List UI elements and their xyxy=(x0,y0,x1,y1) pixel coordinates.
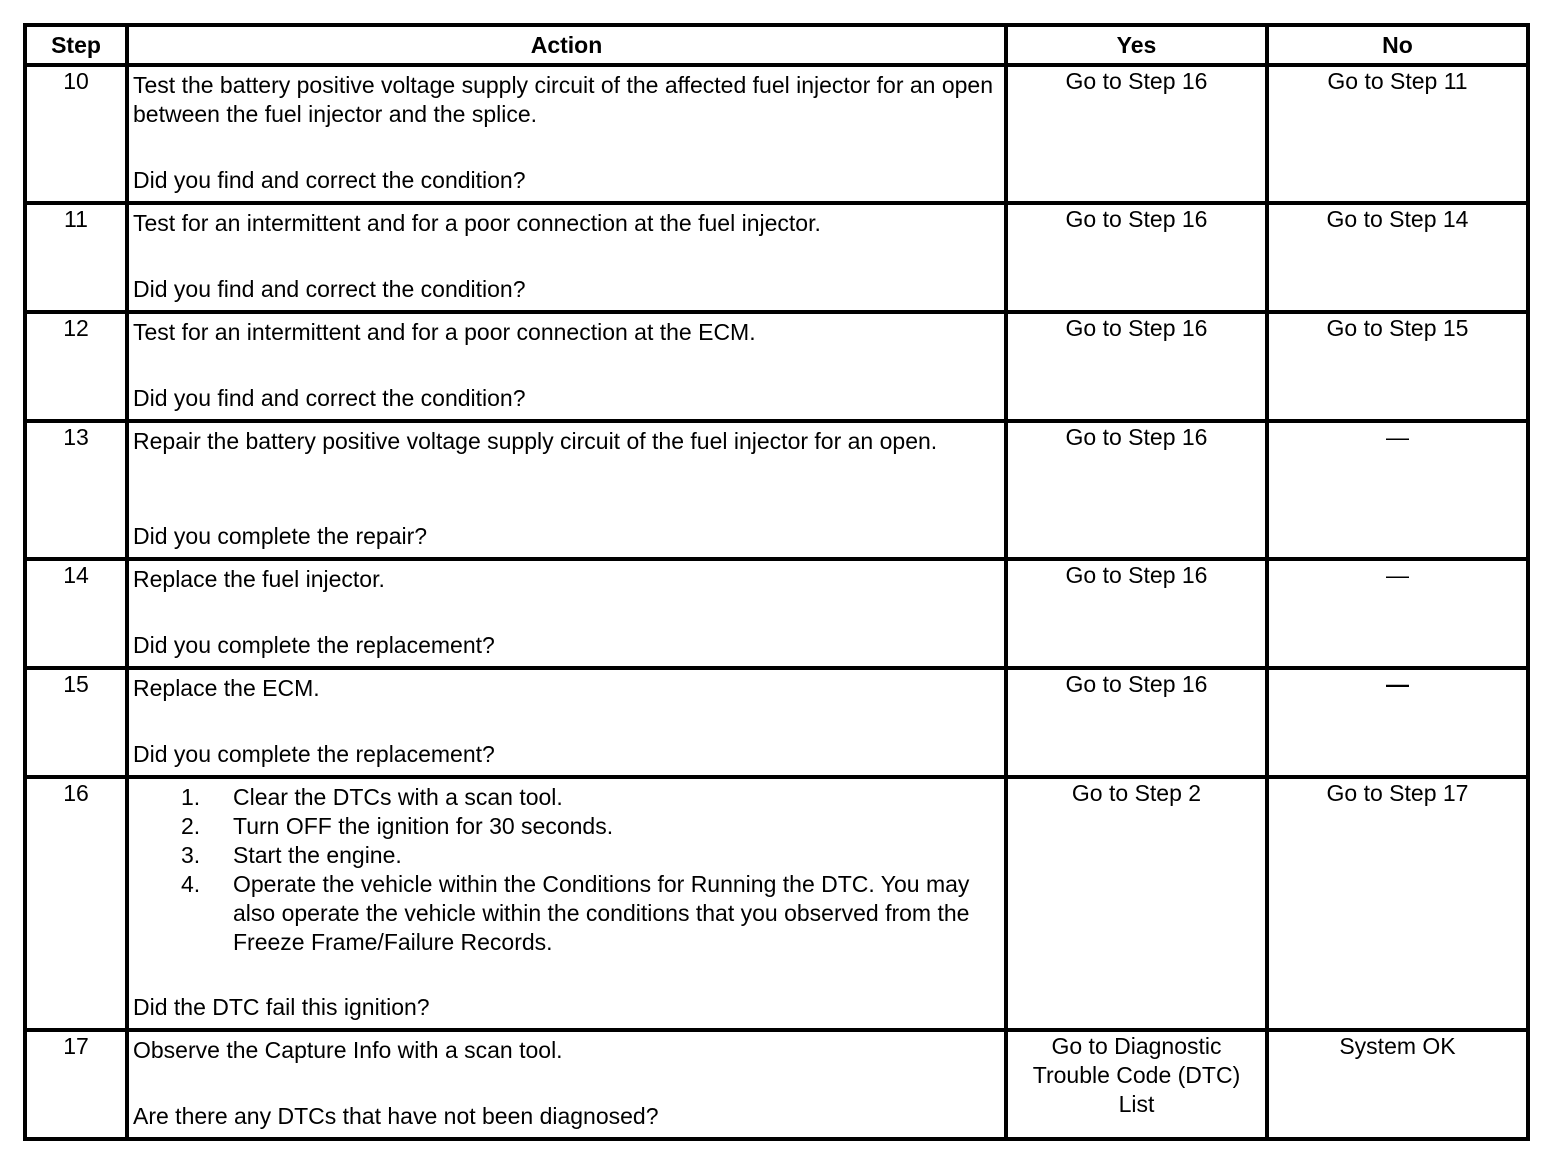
action-cell xyxy=(127,65,1006,203)
header-action: Action xyxy=(127,25,1006,65)
list-text: Start the engine. xyxy=(233,842,402,868)
step-number: 15 xyxy=(25,668,127,777)
list-text: Operate the vehicle within the Conditions for Running the DTC. You may also operate the vehicle within the conditions that you observed from the Freeze Frame/Failure Records. xyxy=(233,871,970,955)
action-text: Test for an intermittent and for a poor connection at the fuel injector. xyxy=(133,210,821,236)
no-result: Go to Step 11 xyxy=(1267,65,1528,203)
yes-line: List xyxy=(1118,1091,1155,1117)
no-result xyxy=(1267,421,1528,559)
no-result: System OK xyxy=(1267,1030,1528,1139)
action-text: Observe the Capture Info with a scan tool. xyxy=(133,1037,563,1063)
action-cell xyxy=(127,777,1006,1030)
list-item xyxy=(133,841,1000,870)
step-number: 16 xyxy=(25,777,127,1030)
diagnostic-table xyxy=(23,23,1530,1141)
header-yes: Yes xyxy=(1006,25,1267,65)
procedure-list xyxy=(133,783,1000,957)
list-item xyxy=(133,870,1000,957)
dash-mark: — xyxy=(1386,671,1409,697)
action-question: Did you find and correct the condition? xyxy=(133,167,526,193)
action-cell xyxy=(127,421,1006,559)
table-row xyxy=(25,777,1528,1030)
dash-mark: — xyxy=(1386,562,1409,588)
no-result xyxy=(1267,668,1528,777)
action-text: Replace the ECM. xyxy=(133,675,320,701)
action-question: Did you complete the replacement? xyxy=(133,741,495,767)
list-number: 3. xyxy=(181,842,201,868)
yes-result: Go to Step 16 xyxy=(1006,421,1267,559)
action-cell xyxy=(127,1030,1006,1139)
table-row xyxy=(25,312,1528,421)
no-result: Go to Step 17 xyxy=(1267,777,1528,1030)
action-text: Replace the fuel injector. xyxy=(133,566,385,592)
action-cell xyxy=(127,559,1006,668)
step-number: 13 xyxy=(25,421,127,559)
action-question: Did you complete the repair? xyxy=(133,523,428,549)
header-step: Step xyxy=(25,25,127,65)
action-question: Did you complete the replacement? xyxy=(133,632,495,658)
list-number: 1. xyxy=(181,784,201,810)
list-number: 2. xyxy=(181,813,201,839)
action-question: Did the DTC fail this ignition? xyxy=(133,994,430,1020)
table-row xyxy=(25,203,1528,312)
step-number: 11 xyxy=(25,203,127,312)
yes-result: Go to Step 16 xyxy=(1006,203,1267,312)
table-row xyxy=(25,421,1528,559)
yes-result: Go to Step 16 xyxy=(1006,312,1267,421)
yes-result: Go to Step 16 xyxy=(1006,65,1267,203)
list-number: 4. xyxy=(181,871,201,897)
action-text: Repair the battery positive voltage supply circuit of the fuel injector for an open. xyxy=(133,428,938,454)
list-text: Clear the DTCs with a scan tool. xyxy=(233,784,563,810)
action-text: Test the battery positive voltage supply circuit of the affected fuel injector for an open between the fuel injector and the splice. xyxy=(133,72,994,127)
header-row xyxy=(25,25,1528,65)
dash-mark: — xyxy=(1386,424,1409,450)
no-result: Go to Step 15 xyxy=(1267,312,1528,421)
list-text: Turn OFF the ignition for 30 seconds. xyxy=(233,813,614,839)
step-number: 10 xyxy=(25,65,127,203)
yes-line: Trouble Code (DTC) xyxy=(1032,1062,1241,1088)
list-item xyxy=(133,783,1000,812)
action-cell xyxy=(127,668,1006,777)
list-item xyxy=(133,812,1000,841)
table-row xyxy=(25,559,1528,668)
table-row xyxy=(25,65,1528,203)
action-question: Did you find and correct the condition? xyxy=(133,276,526,302)
action-question: Did you find and correct the condition? xyxy=(133,385,526,411)
step-number: 17 xyxy=(25,1030,127,1139)
yes-line: Go to Diagnostic xyxy=(1051,1033,1222,1059)
step-number: 12 xyxy=(25,312,127,421)
header-no: No xyxy=(1267,25,1528,65)
table-row xyxy=(25,1030,1528,1139)
yes-result xyxy=(1006,1030,1267,1139)
table-row xyxy=(25,668,1528,777)
yes-result: Go to Step 2 xyxy=(1006,777,1267,1030)
action-cell xyxy=(127,203,1006,312)
step-number: 14 xyxy=(25,559,127,668)
yes-result: Go to Step 16 xyxy=(1006,668,1267,777)
action-cell xyxy=(127,312,1006,421)
yes-result: Go to Step 16 xyxy=(1006,559,1267,668)
action-text: Test for an intermittent and for a poor connection at the ECM. xyxy=(133,319,756,345)
no-result: Go to Step 14 xyxy=(1267,203,1528,312)
action-question: Are there any DTCs that have not been diagnosed? xyxy=(133,1103,659,1129)
no-result xyxy=(1267,559,1528,668)
